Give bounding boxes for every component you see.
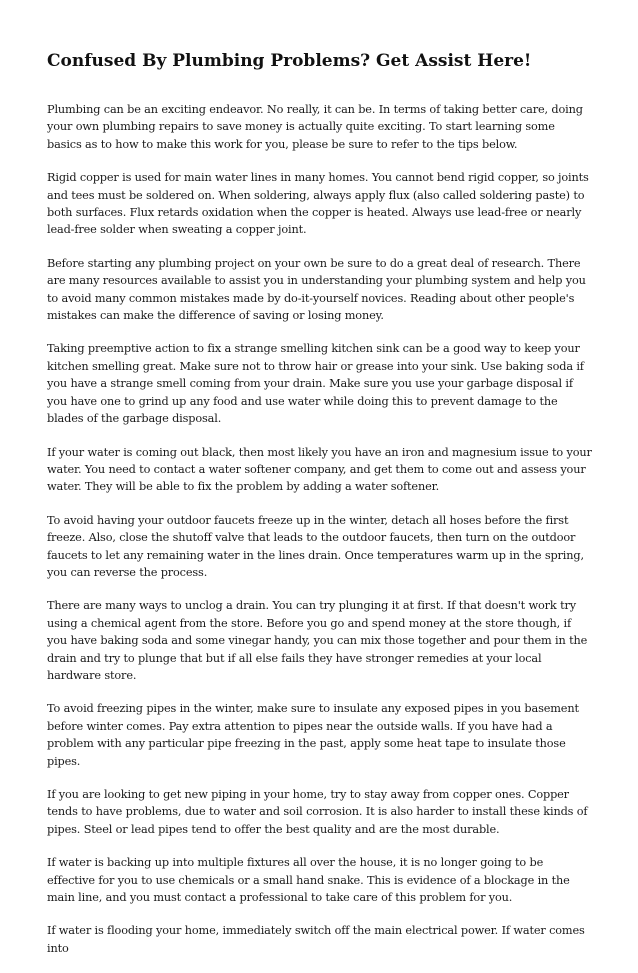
paragraph-intro: Plumbing can be an exciting endeavor. No really, it can be. In terms of taking better care, doing your own plumbing repairs to save money is actually quite exciting. To start learning some basics as to how to make this work for you, please be sure to refer to the tips below. [47, 103, 583, 151]
document-page [47, 50, 592, 973]
paragraph-rigid-copper: Rigid copper is used for main water lines in many homes. You cannot bend rigid copper, so joints and tees must be soldered on. When soldering, always apply flux (also called soldering paste) to both surfaces. Flux retards oxidation when the copper is heated. Always use lead-free or nearly lead-free solder when sweating a copper joint. [47, 171, 589, 237]
paragraph-backing-up: If water is backing up into multiple fixtures all over the house, it is no longer going to be effective for you to use chemicals or a small hand snake. This is evidence of a blockage in the main line, and you must contact a professional to take care of this problem for you. [47, 856, 570, 905]
paragraph-outdoor-faucets: To avoid having your outdoor faucets freeze up in the winter, detach all hoses before the first freeze. Also, close the shutoff valve that leads to the outdoor faucets, then turn on the outdoor faucets to let any remaining water in the lines drain. Once temperatures warm up in the spring, you can reverse the process. [47, 513, 584, 579]
paragraph-kitchen-sink: Taking preemptive action to fix a strange smelling kitchen sink can be a good way to keep your kitchen smelling great. Make sure not to throw hair or grease into your sink. Use baking soda if you have a strange smell coming from your drain. Make sure you use your garbage disposal if you have one to grind up any food and use water while doing this to prevent damage to the blades of the garbage disposal. [47, 342, 584, 426]
paragraph-research: Before starting any plumbing project on your own be sure to do a great deal of research. There are many resources available to assist you in understanding your plumbing system and help you to avoid many common mistakes made by do-it-yourself novices. Reading about other people's mistakes can make the difference of saving or losing money. [47, 256, 586, 323]
paragraph-black-water: If your water is coming out black, then most likely you have an iron and magnesium issue to your water. You need to contact a water softener company, and get them to come out and assess your water. They will be able to fix the problem by adding a water softener. [47, 445, 592, 494]
paragraph-freezing-pipes: To avoid freezing pipes in the winter, make sure to insulate any exposed pipes in you basement before winter comes. Pay extra attention to pipes near the outside walls. If you have had a problem with any particular pipe freezing in the past, apply some heat tape to insulate those pipes. [47, 702, 579, 768]
paragraph-new-piping: If you are looking to get new piping in your home, try to stay away from copper ones. Copper tends to have problems, due to water and soil corrosion. It is also harder to install these kinds of pipes. Steel or lead pipes tend to offer the best quality and are the most durable. [47, 788, 588, 836]
document-title: Confused By Plumbing Problems? Get Assist Here! [47, 51, 532, 71]
paragraph-unclog-drain: There are many ways to unclog a drain. You can try plunging it at first. If that doesn't work try using a chemical agent from the store. Before you go and spend money at the store though, if you have baking soda and some vinegar handy, you can mix those together and pour them in the drain and try to plunge that but if all else fails they have stronger remedies at your local hardware store. [47, 599, 588, 682]
paragraph-flooding: If water is flooding your home, immediately switch off the main electrical power. If water comes into [47, 924, 585, 955]
